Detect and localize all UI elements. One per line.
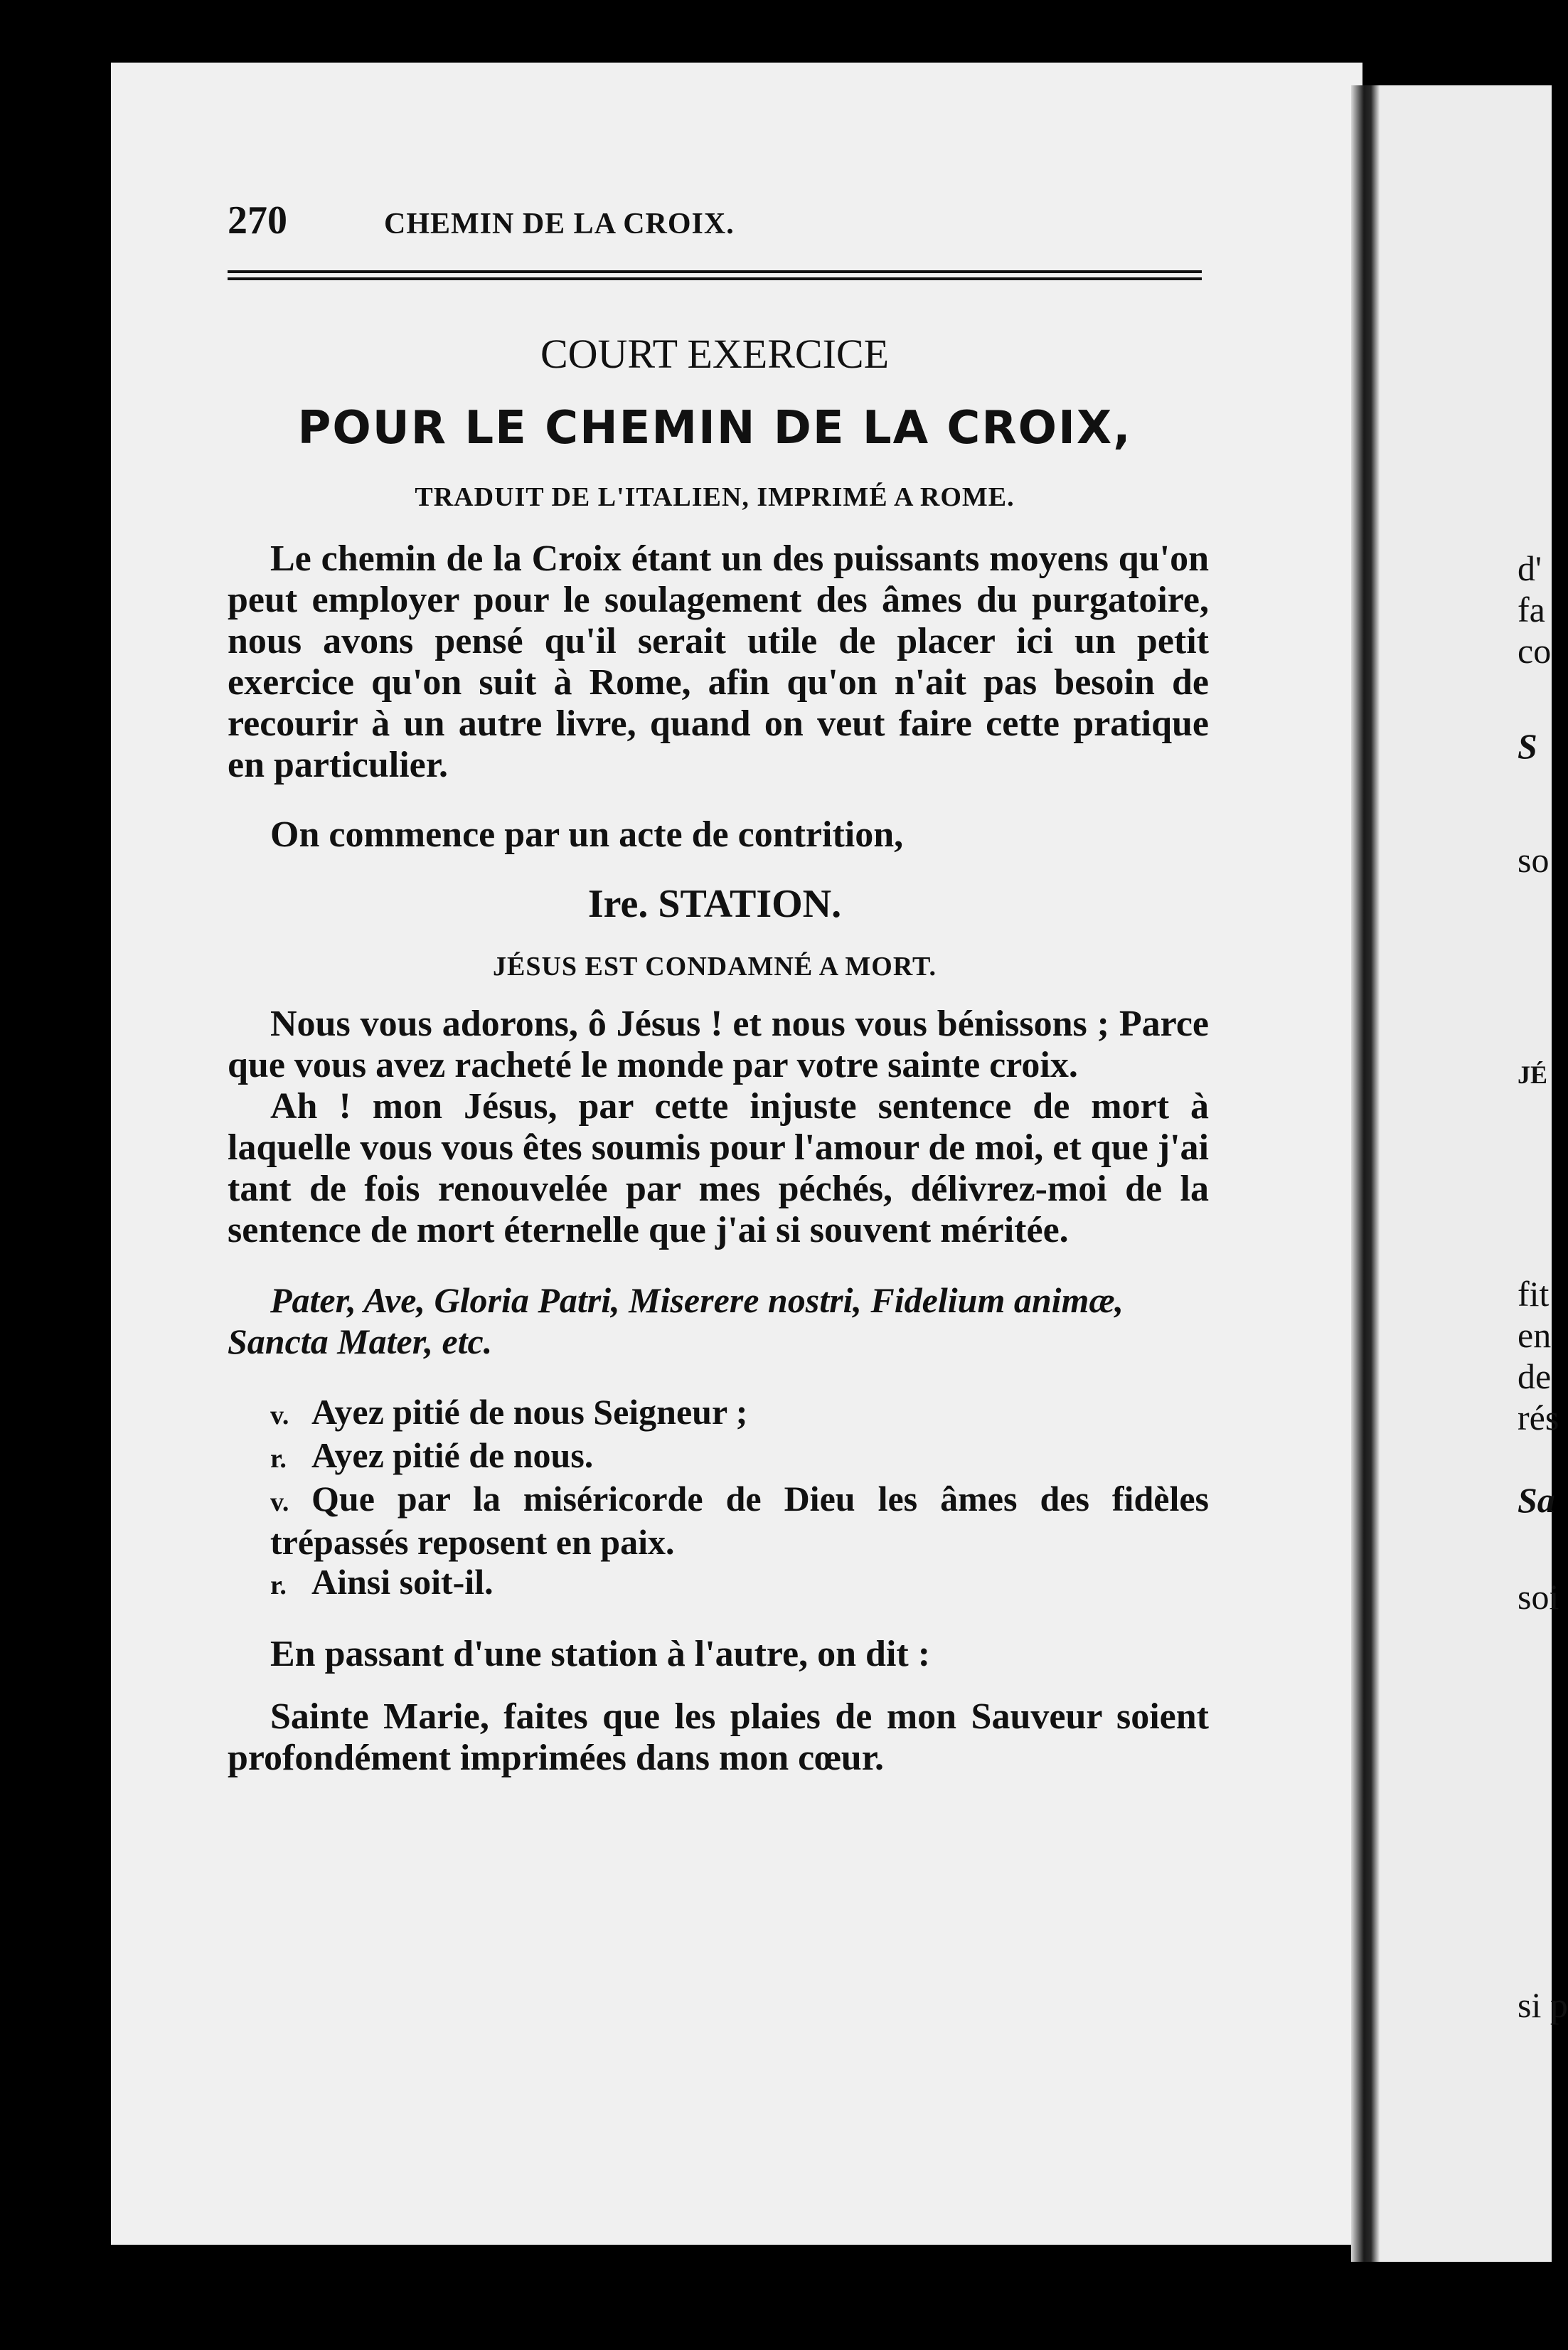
facing-fragment: fit <box>1518 1274 1550 1314</box>
facing-fragment: d' <box>1518 548 1542 588</box>
facing-fragment: de <box>1518 1356 1552 1396</box>
station-heading: Ire. STATION. <box>587 882 842 926</box>
versicle-mark: v. <box>270 1487 289 1517</box>
title-line-1: COURT EXERCICE <box>540 331 890 377</box>
subtitle: TRADUIT DE L'ITALIEN, IMPRIMÉ A ROME. <box>415 482 1015 512</box>
facing-page <box>1380 85 1568 2262</box>
versicle-text: Ayez pitié de nous. <box>311 1435 594 1475</box>
running-title: CHEMIN DE LA CROIX. <box>384 208 735 240</box>
prayers-list: Pater, Ave, Gloria Patri, Miserere nostri, Fidelium animæ, Sancta Mater, etc. <box>228 1280 1124 1361</box>
response-mark: r. <box>270 1570 287 1600</box>
facing-fragment: si p <box>1518 1985 1568 2025</box>
transition-line: En passant d'une station à l'autre, on dit : <box>270 1634 931 1674</box>
opening-line: On commence par un acte de contrition, <box>270 814 904 855</box>
facing-fragment: Sa <box>1518 1480 1555 1520</box>
facing-fragment: JÉ <box>1518 1060 1548 1089</box>
facing-fragment: rés <box>1518 1398 1559 1437</box>
facing-fragment: fa <box>1518 590 1545 629</box>
versicle-line <box>228 1479 1209 1562</box>
versicle-text: Que par la miséricorde de Dieu les âmes des fidèles trépassés reposent en paix. <box>270 1479 1209 1562</box>
versicle-line <box>228 1392 1209 1435</box>
facing-fragment: soi <box>1518 1577 1559 1617</box>
versicle-text: Ainsi soit-il. <box>311 1562 494 1602</box>
closing-prayer: Sainte Marie, faites que les plaies de mon Sauveur soient profondément imprimées dans mon cœur. <box>228 1696 1209 1778</box>
title-line-2: POUR LE CHEMIN DE LA CROIX, <box>297 402 1132 454</box>
facing-fragment: so <box>1518 840 1550 880</box>
versicle-line <box>228 1562 1209 1605</box>
page-number: 270 <box>228 198 287 243</box>
facing-fragment: en <box>1518 1315 1552 1355</box>
versicle-text: Ayez pitié de nous Seigneur ; <box>311 1392 748 1432</box>
station-subheading: JÉSUS EST CONDAMNÉ A MORT. <box>493 952 937 982</box>
adoration-paragraph: Nous vous adorons, ô Jésus ! et nous vous bénissons ; Parce que vous avez racheté le monde par votre sainte croix. <box>228 1004 1209 1085</box>
response-mark: r. <box>270 1444 287 1474</box>
facing-fragment: S <box>1518 726 1537 766</box>
intro-paragraph: Le chemin de la Croix étant un des puissants moyens qu'on peut employer pour le soulagement des âmes du purgatoire, nous avons pensé qu'il serait utile de placer ici un petit exercice qu'on suit à Rome, afin qu'on n'ait pas besoin de recourir à un autre livre, quand on veut faire cette pratique en particulier. <box>228 538 1209 785</box>
versicle-line <box>228 1435 1209 1479</box>
prayer-paragraph: Ah ! mon Jésus, par cette injuste sentence de mort à laquelle vous vous êtes soumis pour l'amour de moi, et que j'ai tant de fois renouvelée par mes péchés, délivrez-moi de la sentence de mort éternelle que j'ai si souvent méritée. <box>228 1086 1209 1250</box>
versicle-mark: v. <box>270 1400 289 1430</box>
facing-fragment: co <box>1518 631 1552 671</box>
header-rule <box>228 270 1202 280</box>
versicles <box>228 1392 1209 1605</box>
page-content <box>228 198 1252 1779</box>
running-head <box>228 198 1252 248</box>
book-gutter <box>1351 85 1380 2262</box>
